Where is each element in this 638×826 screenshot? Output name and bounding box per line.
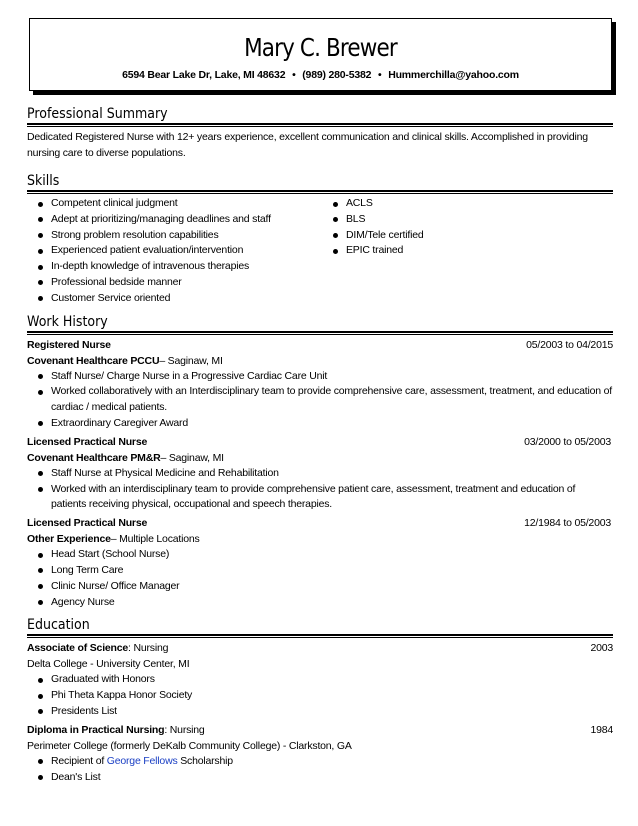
job-dates: 12/1984 to 05/2003: [524, 517, 611, 530]
job-location: – Saginaw, MI: [160, 451, 224, 464]
bullet-icon: [38, 584, 43, 589]
bullet-icon: [38, 600, 43, 605]
school: Perimeter College (formerly DeKalb Community College) - Clarkston, GA: [27, 739, 352, 752]
list-item: Professional bedside manner: [27, 275, 322, 291]
bullet-icon: [38, 709, 43, 714]
list-item: BLS: [322, 212, 424, 228]
bullet-icon: [38, 202, 43, 207]
job-employer: Covenant Healthcare PCCU: [27, 354, 160, 367]
separator: •: [378, 69, 382, 81]
separator: •: [292, 69, 296, 81]
school: Delta College - University Center, MI: [27, 658, 190, 671]
bullet-icon: [38, 678, 43, 683]
list-item: Staff Nurse at Physical Medicine and Rehabilitation: [27, 466, 613, 482]
list-item: Customer Service oriented: [27, 291, 322, 307]
skills-list: [27, 196, 613, 307]
list-item: Presidents List: [27, 704, 613, 720]
bullet-icon: [38, 217, 43, 222]
email: Hummerchilla@yahoo.com: [388, 69, 519, 81]
list-item: Head Start (School Nurse): [27, 547, 613, 563]
list-item: Agency Nurse: [27, 595, 613, 611]
section-divider: [27, 634, 613, 638]
contact-line: [30, 69, 611, 82]
bullet-icon: [333, 249, 338, 254]
list-item: Adept at prioritizing/managing deadlines and staff: [27, 212, 322, 228]
section-divider: [27, 123, 613, 127]
bullet-icon: [38, 487, 43, 492]
list-item: Worked collaboratively with an Interdisciplinary team to provide comprehensive care, assessment, treatment, and education of cardiac / medical patients.: [27, 384, 613, 416]
applicant-name: Mary C. Brewer: [244, 33, 397, 62]
list-item: Clinic Nurse/ Office Manager: [27, 579, 613, 595]
education-entry: [27, 722, 613, 786]
job-entry: [27, 515, 613, 610]
section-divider: [27, 190, 613, 194]
graduation-year: 1984: [590, 723, 613, 736]
bullet-icon: [38, 471, 43, 476]
job-employer: Other Experience: [27, 533, 111, 546]
degree: Diploma in Practical Nursing: [27, 723, 165, 736]
list-item: EPIC trained: [322, 243, 424, 259]
bullet-icon: [38, 775, 43, 780]
job-entry: [27, 434, 613, 513]
honors-list: [27, 672, 613, 719]
bullet-icon: [38, 759, 43, 764]
list-item: Extraordinary Caregiver Award: [27, 416, 613, 432]
job-duties: [27, 369, 613, 432]
list-item: ACLS: [322, 196, 424, 212]
section-title-education: Education: [27, 617, 90, 634]
bullet-icon: [38, 553, 43, 558]
field: : Nursing: [164, 723, 205, 736]
job-role: Licensed Practical Nurse: [27, 517, 148, 530]
list-item: Phi Theta Kappa Honor Society: [27, 688, 613, 704]
bullet-icon: [333, 233, 338, 238]
bullet-icon: [38, 390, 43, 395]
bullet-icon: [38, 374, 43, 379]
bullet-icon: [38, 421, 43, 426]
degree: Associate of Science: [27, 642, 129, 655]
list-item: Experienced patient evaluation/intervention: [27, 243, 322, 259]
list-item: Staff Nurse/ Charge Nurse in a Progressive Cardiac Care Unit: [27, 369, 613, 385]
education-entry: [27, 640, 613, 719]
list-item: Graduated with Honors: [27, 672, 613, 688]
job-dates: 03/2000 to 05/2003: [524, 435, 611, 448]
summary-text: Dedicated Registered Nurse with 12+ years experience, excellent communication and clinical skills. Accomplished in providing nursing care to diverse populations.: [27, 131, 588, 159]
list-item: In-depth knowledge of intravenous therapies: [27, 259, 322, 275]
section-title-work: Work History: [27, 313, 108, 330]
job-employer: Covenant Healthcare PM&R: [27, 451, 161, 464]
resume-page: [0, 18, 638, 826]
section-divider: [27, 331, 613, 335]
address: 6594 Bear Lake Dr, Lake, MI 48632: [122, 69, 286, 81]
job-duties: [27, 466, 613, 513]
list-item: Worked with an interdisciplinary team to provide comprehensive patient care, assessment, treatment and education of patients receiving physical, occupational and speech therapies.: [27, 482, 613, 514]
field: : Nursing: [128, 642, 169, 655]
resume-header: [29, 18, 612, 91]
bullet-icon: [333, 202, 338, 207]
list-item: Competent clinical judgment: [27, 196, 322, 212]
graduation-year: 2003: [590, 642, 613, 655]
bullet-icon: [38, 233, 43, 238]
job-entry: [27, 337, 613, 432]
skills-column-right: [322, 196, 424, 307]
list-item: Recipient of George Fellows Scholarship: [27, 754, 613, 770]
skills-column-left: [27, 196, 322, 307]
bullet-icon: [333, 217, 338, 222]
phone: (989) 280-5382: [302, 69, 372, 81]
job-role: Registered Nurse: [27, 338, 111, 351]
list-item: Long Term Care: [27, 563, 613, 579]
bullet-icon: [38, 568, 43, 573]
job-duties: [27, 547, 613, 610]
job-role: Licensed Practical Nurse: [27, 435, 148, 448]
honors-list: [27, 754, 613, 786]
list-item: Dean's List: [27, 770, 613, 786]
job-location: – Multiple Locations: [110, 533, 200, 546]
bullet-icon: [38, 265, 43, 270]
list-item: DIM/Tele certified: [322, 228, 424, 244]
scholarship-link[interactable]: George Fellows: [106, 754, 178, 767]
bullet-icon: [38, 694, 43, 699]
bullet-icon: [38, 280, 43, 285]
section-title-summary: Professional Summary: [27, 106, 168, 122]
bullet-icon: [38, 296, 43, 301]
job-location: – Saginaw, MI: [159, 354, 223, 367]
section-title-skills: Skills: [27, 173, 60, 189]
job-dates: 05/2003 to 04/2015: [526, 338, 613, 351]
list-item: Strong problem resolution capabilities: [27, 228, 322, 244]
bullet-icon: [38, 249, 43, 254]
